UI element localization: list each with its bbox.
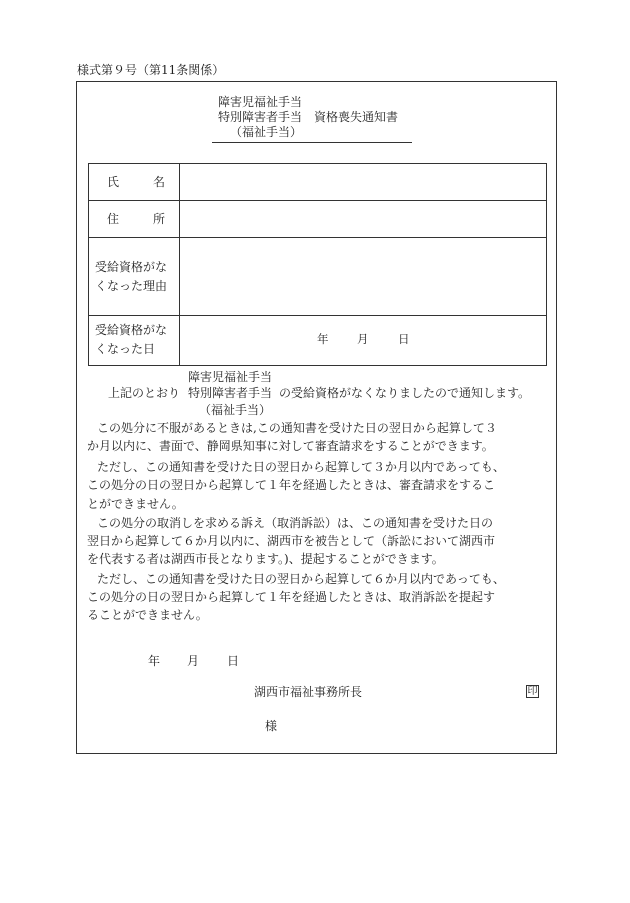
body-line-5: とができません。 (87, 497, 184, 511)
seal-char: 印 (527, 686, 538, 697)
body-line-10: この処分の日の翌日から起算して１年を経過したときは、取消訴訟を提起す (87, 590, 496, 604)
body-line-3: ただし、この通知書を受けた日の翌日から起算して３か月以内であっても、 (97, 460, 505, 474)
footer-month-label: 月 (187, 654, 200, 668)
body-line-9: ただし、この通知書を受けた日の翌日から起算して６か月以内であっても、 (97, 572, 505, 586)
notice-prefix: 上記のとおり (108, 386, 181, 400)
reason-label-2: くなった理由 (95, 279, 168, 293)
name-label (107, 173, 165, 192)
footer-day-label: 日 (227, 654, 240, 668)
title-line-2: 特別障害者手当 資格喪失通知書 (218, 110, 399, 124)
seal-box (526, 685, 539, 698)
form-number-label: 様式第９号（第11条関係） (77, 63, 225, 77)
body-line-11: ることができません。 (87, 608, 208, 622)
notice-suffix: の受給資格がなくなりましたので通知します。 (279, 386, 531, 400)
body-line-1: この処分に不服があるときは,この通知書を受けた日の翌日から起算して３ (97, 421, 497, 435)
body-line-8: を代表する者は湖西市長となります。)、提起することができます。 (87, 552, 444, 566)
address-label-a: 住 (107, 212, 120, 226)
address-label (107, 210, 165, 229)
address-row (89, 201, 546, 238)
notice-stack-2: 特別障害者手当 (188, 386, 273, 400)
title-line-3: （福祉手当） (230, 125, 303, 139)
date-day-label: 日 (398, 332, 410, 346)
reason-row (89, 238, 546, 316)
title-underline (212, 142, 412, 143)
issuer-title: 湖西市福祉事務所長 (254, 685, 363, 699)
body-line-2: か月以内に、書面で、静岡県知事に対して審査請求をすることができます。 (87, 439, 494, 453)
title-line-1: 障害児福祉手当 (218, 95, 303, 109)
name-label-b: 名 (152, 175, 165, 189)
date-label-2: くなった日 (95, 342, 156, 356)
name-field[interactable] (180, 164, 546, 200)
addressee-suffix: 様 (265, 719, 278, 733)
date-month-label: 月 (357, 332, 369, 346)
name-label-a: 氏 (107, 175, 120, 189)
notice-stack-3: （福祉手当） (199, 403, 272, 417)
address-label-b: 所 (152, 212, 165, 226)
info-table (88, 163, 547, 366)
address-field[interactable] (180, 201, 546, 237)
notice-stack-1: 障害児福祉手当 (188, 370, 273, 384)
date-row (89, 316, 546, 365)
date-label-1: 受給資格がな (95, 323, 168, 337)
date-year-label: 年 (317, 332, 329, 346)
body-line-6: この処分の取消しを求める訴え（取消訴訟）は、この通知書を受けた日の (97, 516, 494, 530)
body-line-7: 翌日から起算して６か月以内に、湖西市を被告として（訴訟において湖西市 (87, 534, 496, 548)
body-line-4: この処分の日の翌日から起算して１年を経過したときは、審査請求をするこ (87, 478, 496, 492)
footer-year-label: 年 (148, 654, 161, 668)
reason-label-1: 受給資格がな (95, 260, 168, 274)
reason-field[interactable] (180, 238, 546, 315)
loss-date-field[interactable] (180, 316, 546, 365)
name-row (89, 164, 546, 201)
